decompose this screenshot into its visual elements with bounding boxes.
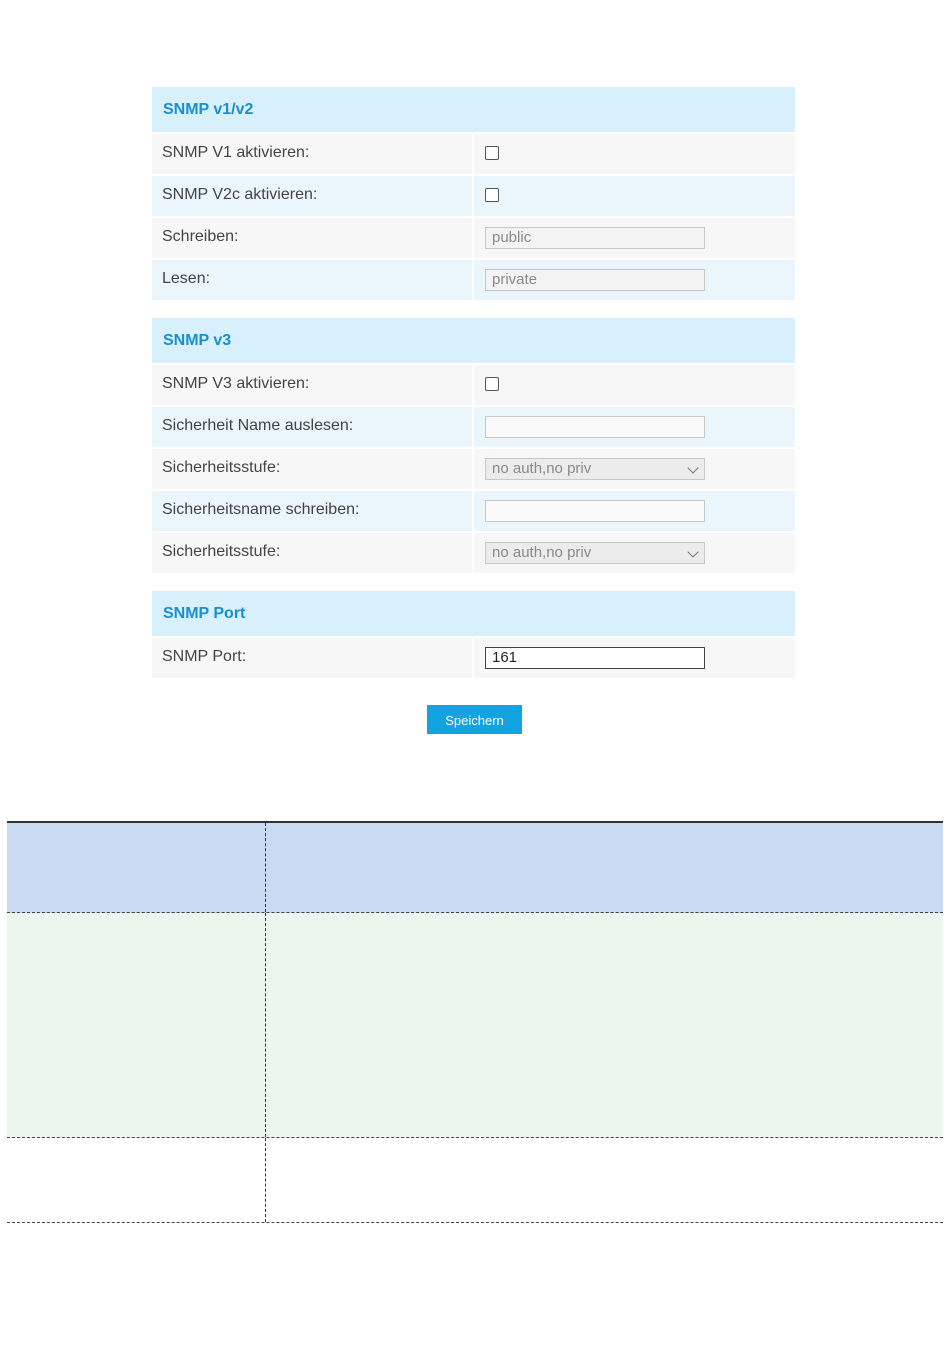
snmp-v1v2-panel bbox=[152, 87, 795, 300]
snmp-port-input[interactable]: 161 bbox=[485, 647, 705, 669]
snmp-v1-enable-checkbox[interactable] bbox=[485, 146, 499, 160]
table-header-row bbox=[7, 821, 943, 913]
table-header-cell-1 bbox=[7, 823, 266, 912]
save-button[interactable]: Speichern bbox=[427, 705, 522, 734]
snmp-v2c-enable-checkbox[interactable] bbox=[485, 188, 499, 202]
write-security-name-label: Sicherheitsname schreiben: bbox=[152, 491, 472, 531]
snmp-port-label: SNMP Port: bbox=[152, 638, 472, 678]
table-cell bbox=[7, 913, 266, 1137]
chevron-down-icon bbox=[687, 462, 698, 473]
write-security-level-label: Sicherheitsstufe: bbox=[152, 533, 472, 573]
read-security-level-value: no auth,no priv bbox=[492, 460, 592, 477]
row-write-security-level bbox=[152, 531, 795, 573]
snmp-v3-enable-checkbox[interactable] bbox=[485, 377, 499, 391]
section-title-snmp-port: SNMP Port bbox=[152, 591, 795, 636]
row-read-community bbox=[152, 258, 795, 300]
row-read-security-level bbox=[152, 447, 795, 489]
section-title-snmp-v1v2: SNMP v1/v2 bbox=[152, 87, 795, 132]
write-community-label: Schreiben: bbox=[152, 218, 472, 258]
row-snmp-v3-enable bbox=[152, 363, 795, 405]
read-security-level-select[interactable] bbox=[485, 458, 705, 480]
snmp-v3-enable-label: SNMP V3 aktivieren: bbox=[152, 365, 472, 405]
read-community-label: Lesen: bbox=[152, 260, 472, 300]
chevron-down-icon bbox=[687, 546, 698, 557]
read-security-name-label: Sicherheit Name auslesen: bbox=[152, 407, 472, 447]
row-snmp-v2c-enable bbox=[152, 174, 795, 216]
write-security-name-input[interactable] bbox=[485, 500, 705, 522]
snmp-v3-panel bbox=[152, 318, 795, 573]
table-cell bbox=[266, 913, 943, 1137]
read-community-input[interactable]: private bbox=[485, 269, 705, 291]
read-security-level-label: Sicherheitsstufe: bbox=[152, 449, 472, 489]
row-read-security-name bbox=[152, 405, 795, 447]
row-snmp-port bbox=[152, 636, 795, 678]
read-security-name-input[interactable] bbox=[485, 416, 705, 438]
write-security-level-select[interactable] bbox=[485, 542, 705, 564]
table-row bbox=[7, 1138, 943, 1223]
table-header-cell-2 bbox=[266, 823, 943, 912]
table-cell bbox=[266, 1138, 943, 1222]
table-row bbox=[7, 913, 943, 1138]
snmp-v2c-enable-label: SNMP V2c aktivieren: bbox=[152, 176, 472, 216]
write-community-input[interactable]: public bbox=[485, 227, 705, 249]
snmp-v1-enable-label: SNMP V1 aktivieren: bbox=[152, 134, 472, 174]
snmp-port-panel bbox=[152, 591, 795, 678]
row-snmp-v1-enable bbox=[152, 132, 795, 174]
table-cell bbox=[7, 1138, 266, 1222]
description-table bbox=[7, 821, 943, 1223]
row-write-community bbox=[152, 216, 795, 258]
section-title-snmp-v3: SNMP v3 bbox=[152, 318, 795, 363]
row-write-security-name bbox=[152, 489, 795, 531]
write-security-level-value: no auth,no priv bbox=[492, 544, 592, 561]
